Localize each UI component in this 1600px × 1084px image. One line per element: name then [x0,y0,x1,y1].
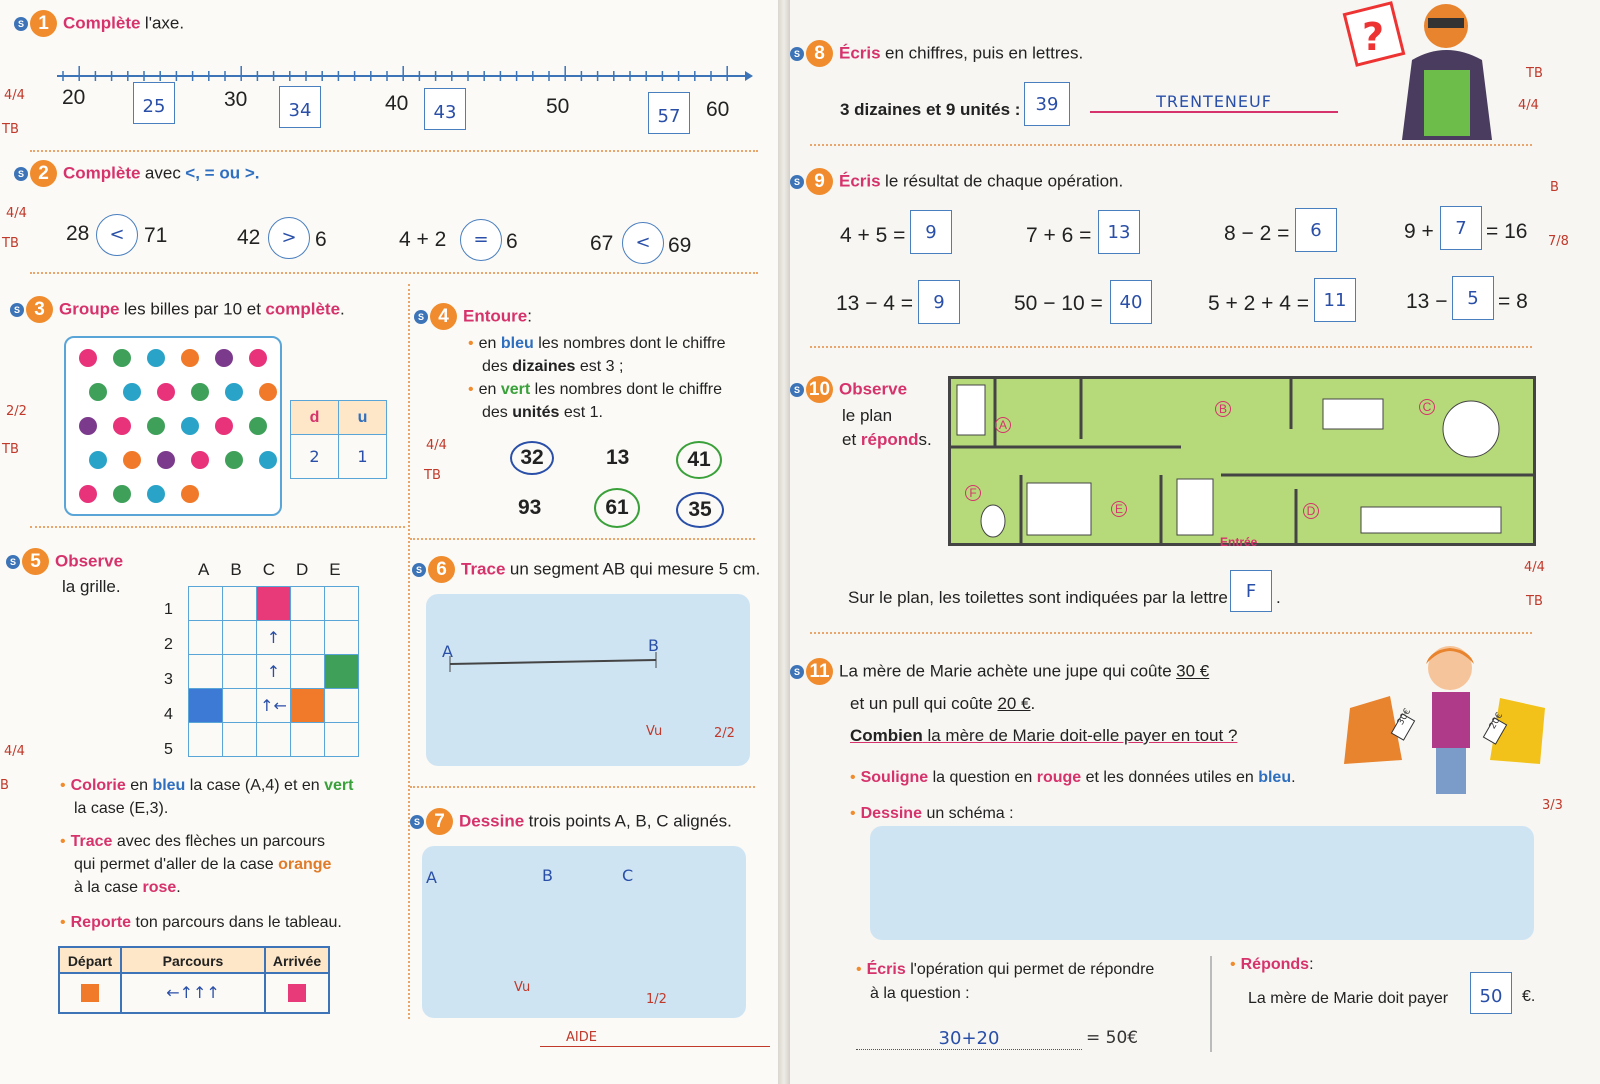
margin-score: 4/4 [4,744,25,759]
compare-circle[interactable]: < [96,214,138,256]
point-a: A [426,868,437,887]
pink-square [288,984,306,1002]
marble [215,417,233,435]
s-badge: S [790,47,804,61]
marble [147,349,165,367]
keyword: vert [500,381,531,398]
point-b: B [542,866,553,885]
compare-left: 28 [66,222,90,245]
marble [79,417,97,435]
margin-mark: TB [1526,594,1543,609]
result-box[interactable]: 9 [918,280,960,324]
keyword: rose [142,879,177,896]
exercise-2-title [14,160,259,187]
col-label: E [329,560,362,579]
letters-answer[interactable]: TRENTENEUF [1090,92,1338,113]
keyword: Souligne [860,769,929,786]
keyword: Trace [70,833,113,850]
exercise-11-operation: • Écris l'opération qui permet de répondre à la question : [856,958,1154,1006]
operation: 7 + 6 = [1026,224,1092,247]
s-badge: S [410,815,424,829]
col-label: B [230,560,263,579]
col-label: C [262,560,296,579]
text: et un pull qui coûte [850,694,993,713]
th-parcours: Parcours [122,948,266,972]
exercise-number: 1 [30,10,57,37]
divider [410,538,755,540]
punct: : [527,306,532,326]
row-label: 5 [164,741,173,758]
margin-score: 4/4 [426,438,447,453]
marble [79,485,97,503]
compare-left: 67 [590,232,614,255]
margin-score: 7/8 [1548,234,1569,249]
axis-label: 60 [706,98,730,121]
row-label: 4 [164,706,173,723]
exercise-10-title [790,376,907,403]
vertical-divider [408,284,410,1019]
instruction: l'axe. [144,13,185,33]
room-a: A [995,417,1011,433]
keyword: orange [278,856,332,873]
marble [123,451,141,469]
axis-label: 50 [546,95,570,118]
text: qui permet d'aller de la case [74,856,274,873]
operation: 50 − 10 = [1014,292,1103,315]
point-b: B [648,636,659,655]
marble [89,451,107,469]
score: 2/2 [714,726,735,741]
exercise-number: 9 [806,168,833,195]
green-cell[interactable] [325,655,359,689]
compare-circle[interactable]: > [268,217,310,259]
digits-box[interactable]: 39 [1024,82,1070,126]
keyword: rouge [1036,769,1082,786]
exercise-7-title [410,808,732,835]
operation-result[interactable]: = 50€ [1086,1028,1139,1048]
marble [147,417,165,435]
th-depart: Départ [60,948,122,972]
margin-mark: B [1550,180,1559,195]
text: s. [918,430,932,449]
result-box[interactable]: 7 [1440,206,1482,250]
text: des [482,358,508,375]
marble [113,349,131,367]
marble [249,349,267,367]
segment-ab [426,594,750,766]
teacher-mark: Vu [514,980,531,995]
footer-line [540,1046,770,1047]
keyword: vert [324,777,354,794]
compare-left: 4 + 2 [399,228,447,251]
keyword: répond [860,430,919,449]
row-label: 2 [164,636,173,653]
pink-cell[interactable] [257,587,291,621]
answer-box[interactable]: 43 [424,88,466,130]
left-page [0,0,778,1084]
s-badge: S [790,665,804,679]
orange-cell[interactable] [291,689,325,723]
woman-illustration [1340,638,1560,810]
text: la case (A,4) et en [189,777,320,794]
drawing-panel-7[interactable] [422,846,746,1018]
answer-box[interactable]: 25 [133,82,175,124]
marble [225,451,243,469]
instruction: trois points A, B, C alignés. [528,811,732,831]
keyword: Groupe [59,299,120,319]
keyword: Écris [866,961,906,978]
margin-score: 4/4 [1518,98,1539,113]
teacher-mark: Vu [646,724,663,739]
compare-circle[interactable]: < [622,222,664,264]
compare-right: 69 [668,234,692,257]
instruction: un segment AB qui mesure 5 cm. [509,559,761,579]
marble [249,417,267,435]
margin-score: 4/4 [4,88,25,103]
number[interactable]: 93 [518,496,542,519]
route-table [58,946,330,1014]
exercise-number: 2 [30,160,57,187]
question: Sur le plan, les toilettes sont indiquées par la lettre [848,588,1228,607]
marble [157,451,175,469]
s-badge: S [6,555,20,569]
s-badge: S [790,175,804,189]
col-label: D [295,560,330,579]
right-page [790,0,1600,1084]
marble [157,383,175,401]
instruction: le résultat de chaque opération. [885,171,1124,191]
text: ton parcours dans le tableau. [135,914,342,931]
score: 1/2 [646,992,667,1007]
divider [410,786,755,788]
s-badge: S [14,17,28,31]
exercise-number: 8 [806,40,833,67]
exercise-6-title [412,556,760,583]
exercise-number: 10 [806,376,833,403]
du-table [290,400,387,479]
text: les nombres dont le chiffre [538,335,726,352]
room-e: E [1111,501,1127,517]
operation-end: = 16 [1486,220,1528,243]
keyword: dizaines [512,358,576,375]
operation: 13 − [1406,290,1448,313]
svg-text:?: ? [1362,15,1385,59]
axis-label: 30 [224,88,248,111]
text: la mère de Marie doit-elle payer en tout ? [927,726,1238,745]
marble [259,383,277,401]
entry-label: Entrée [1220,535,1258,549]
text: avec des flèches un parcours [116,833,325,850]
keyword: Reporte [70,914,132,931]
text: en [478,335,497,352]
exercise-number: 7 [426,808,453,835]
number-circled-blue[interactable]: 35 [676,492,724,528]
result-box[interactable]: 40 [1110,280,1152,324]
exercise-11-answer-title: • Réponds: [1230,956,1314,973]
divider [30,272,758,274]
axis-label: 40 [385,92,409,115]
price: 30 € [1176,661,1210,681]
text: des [482,404,508,421]
number-circled-blue[interactable]: 32 [510,441,554,475]
text: est 3 ; [579,358,624,375]
marble [79,349,97,367]
s-badge: S [414,310,428,324]
text: la question en [932,769,1033,786]
margin-score: 4/4 [1524,560,1545,575]
marbles [66,338,280,514]
margin-mark: TB [1526,66,1543,81]
answer-box[interactable]: 57 [648,92,690,134]
keyword: Écris [839,171,881,191]
instruction: avec [144,163,181,183]
keyword: Combien [850,726,923,745]
divider [810,632,1532,634]
room-b: B [1215,401,1231,417]
instruction: la grille. [62,577,121,596]
marble [215,349,233,367]
keyword: unités [512,404,560,421]
marble [147,485,165,503]
margin-mark: B [0,778,9,793]
exercise-1-title [14,10,184,37]
exercise-11-line2 [850,694,1035,714]
compare-right: 6 [506,230,518,253]
result-box[interactable]: 6 [1295,208,1337,252]
keyword: bleu [500,335,534,352]
text: et [842,430,857,449]
s-badge: S [790,383,804,397]
grid: ↑ ↑ ↑← [188,586,359,757]
exercise-number: 11 [806,658,833,685]
margin-mark: TB [424,468,441,483]
marble [225,383,243,401]
text: en [130,777,148,794]
keyword: Réponds [1240,956,1310,973]
exercise-4-bullets: • en bleu les nombres dont le chiffre des dizaines est 3 ; • en vert les nombres dont le chiffre des unités est 1. [468,335,726,421]
divider [810,346,1532,348]
result-box[interactable]: 9 [910,210,952,254]
operation-end: = 8 [1498,290,1528,313]
exercise-9-title [790,168,1123,195]
marble [113,417,131,435]
marble [123,383,141,401]
grid-rows [164,592,173,767]
marble [181,485,199,503]
exercise-number: 5 [22,548,49,575]
compare-right: 6 [315,228,327,251]
keyword: Dessine [860,805,922,822]
margin-mark: TB [2,236,19,251]
text: est 1. [563,404,603,421]
point-c: C [622,866,634,885]
marbles-box [64,336,282,516]
operation: 9 + [1404,220,1434,243]
blue-cell[interactable] [189,689,223,723]
number-circled-green[interactable]: 41 [676,441,722,479]
floor-plan-walls [951,379,1533,543]
margin-mark: TB [2,122,19,137]
marble [191,383,209,401]
margin-score: 2/2 [6,404,27,419]
s-badge: S [412,563,426,577]
marble [89,383,107,401]
exercise-11-question [850,726,1237,746]
schema-panel[interactable] [870,826,1534,940]
header-u: u [339,401,387,435]
exercise-number: 3 [26,296,53,323]
keyword: bleu [152,777,186,794]
room-c: C [1419,399,1435,415]
book-spine [778,0,790,1084]
price: 20 € [997,694,1031,713]
text: et les données utiles en [1085,769,1254,786]
th-arrivee: Arrivée [272,953,322,969]
keyword: Complète [63,163,141,183]
keyword: Trace [461,559,506,579]
header-d: d [291,401,339,435]
exercise-11-title [790,658,1209,685]
result-box[interactable]: 5 [1452,276,1494,320]
text: l'opération qui permet de répondre [910,961,1155,978]
number[interactable]: 13 [606,446,630,469]
operation: 4 + 5 = [840,224,906,247]
compare-right: 71 [144,224,168,247]
exercise-number: 6 [428,556,455,583]
col-label: A [198,560,231,579]
marble [191,451,209,469]
operation: 8 − 2 = [1224,222,1290,245]
divider [30,526,405,528]
price-tag: 30€ [1395,707,1414,727]
punct: . [1030,694,1036,713]
text: à la case [74,879,139,896]
keyword: Colorie [70,777,126,794]
room-d: D [1303,503,1319,519]
number-circled-green[interactable]: 61 [594,488,640,528]
instruction: les billes par 10 et [123,299,261,319]
grid-cols [198,560,362,580]
currency: €. [1522,988,1536,1005]
text: La mère de Marie achète une jupe qui coûte [839,661,1172,681]
text: la case (E,3). [74,800,169,817]
point-a: A [442,642,453,661]
exercise-3-title [10,296,345,323]
answer-text: La mère de Marie doit payer [1248,990,1449,1007]
divider [30,150,758,152]
route-path[interactable]: ←↑↑↑ [122,974,266,1012]
floor-plan [948,376,1536,546]
marble [181,417,199,435]
text: un schéma : [926,805,1014,822]
text: les nombres dont le chiffre [534,381,723,398]
value-u[interactable]: 1 [339,435,387,479]
instruction: en chiffres, puis en lettres. [885,43,1084,63]
axis-label: 20 [62,86,86,109]
punct: . [1276,588,1281,607]
result-box[interactable]: 13 [1098,210,1140,254]
exercise-5-bullets: • Colorie en bleu la case (A,4) et en vert la case (E,3). • Trace avec des flèches un parcours qui permet d'aller de la case orange à la case rose. • Reporte ton parcours dans le tableau. [60,774,400,934]
keyword: Complète [63,13,141,33]
compare-circle[interactable]: = [460,219,502,261]
keyword: Entoure [463,306,528,326]
exercise-4-title [414,303,532,330]
text: à la question : [870,985,970,1002]
tens-units-label: 3 dizaines et 9 unités : [840,100,1021,119]
answer-box[interactable]: 34 [279,86,321,128]
exercise-number: 4 [430,303,457,330]
orange-square [81,984,99,1002]
drawing-panel-6[interactable] [426,594,750,766]
exercise-11-bullets: • Souligne la question en rouge et les données utiles en bleu. • Dessine un schéma : [850,769,1296,822]
punct: : [1309,956,1314,973]
operation: 5 + 2 + 4 = [1208,292,1310,315]
room-f: F [965,485,981,501]
s-badge: S [14,167,28,181]
keyword: bleu [1258,769,1292,786]
exercise-5-title [6,548,123,575]
mascot-illustration [1342,0,1512,150]
keyword: Observe [839,379,908,399]
exercise-8-title [790,40,1083,67]
keyword: Écris [839,43,881,63]
text: en [478,381,497,398]
s-badge: S [10,303,24,317]
value-d[interactable]: 2 [291,435,339,479]
marble [259,451,277,469]
keyword: Observe [55,551,124,571]
exercise-10-text [842,404,932,452]
compare-left: 42 [237,226,261,249]
punct: . [340,299,345,319]
row-label: 1 [164,601,173,618]
operation: 13 − 4 = [836,292,914,315]
row-label: 3 [164,671,173,688]
punct: . [1291,769,1296,786]
symbols: <, = ou >. [185,163,260,183]
price-tag: 20€ [1487,711,1506,731]
answer-box[interactable]: 50 [1470,972,1512,1014]
marble [181,349,199,367]
margin-score: 4/4 [6,206,27,221]
result-box[interactable]: 11 [1314,278,1356,322]
divider [810,144,1532,146]
marble [113,485,131,503]
footer-note: AIDE [566,1030,597,1045]
answer-box[interactable]: F [1230,570,1272,612]
vertical-divider [1210,956,1212,1052]
keyword: Dessine [459,811,525,831]
keyword: complète [265,299,341,319]
text: le plan [842,406,893,425]
margin-score: 3/3 [1542,798,1563,813]
margin-mark: TB [2,442,19,457]
operation-answer[interactable]: 30+20 [856,1028,1082,1050]
